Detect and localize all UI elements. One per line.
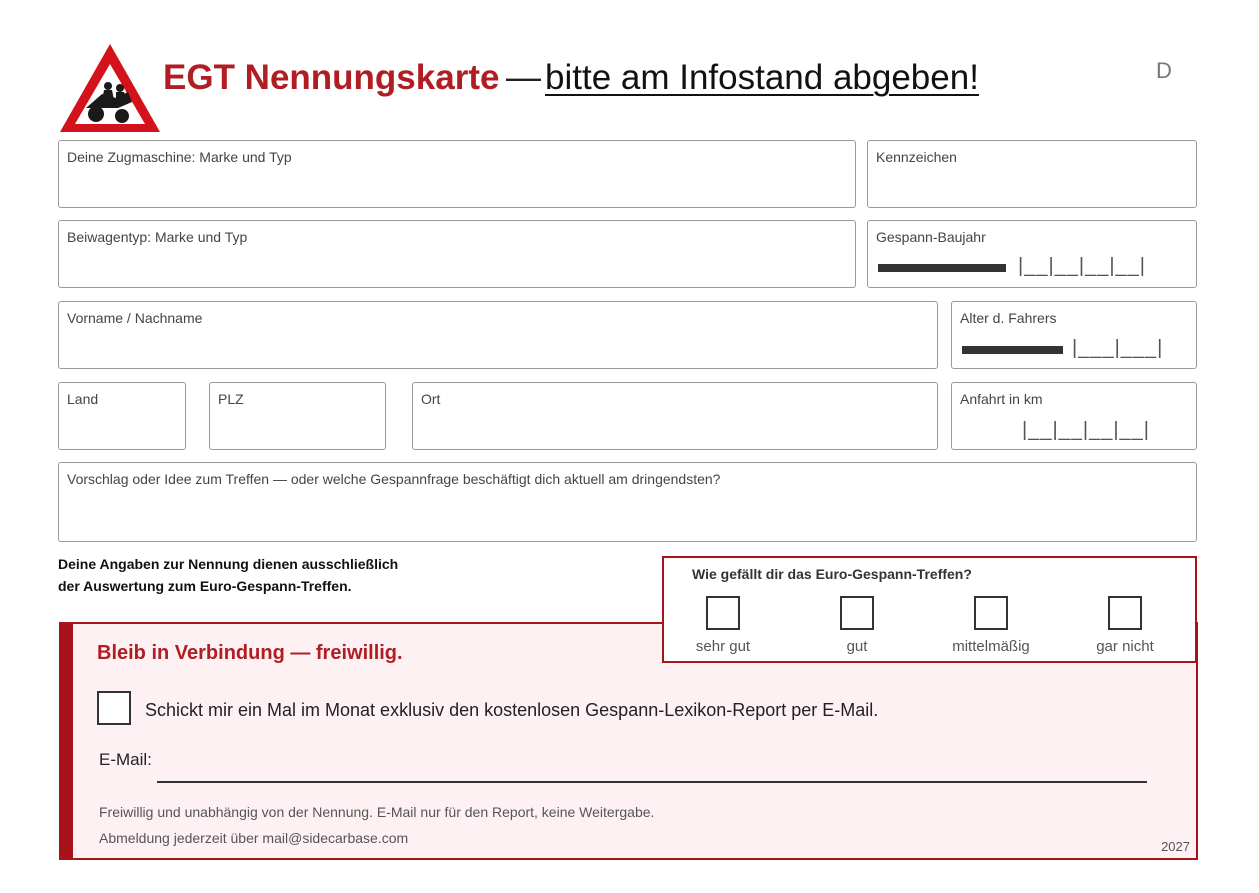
ort-field[interactable] — [412, 382, 938, 450]
baujahr-digit-slots: |__|__|__|__| — [1018, 255, 1146, 277]
email-input-line[interactable] — [157, 781, 1147, 783]
consent-fine-print-2: Abmeldung jederzeit über mail@sidecarbase.com — [99, 830, 409, 846]
vorschlag-field[interactable] — [58, 462, 1197, 542]
alter-prefix-bar — [962, 346, 1063, 354]
form-subtitle: bitte am Infostand abgeben! — [545, 58, 979, 97]
plz-field[interactable] — [209, 382, 386, 450]
baujahr-field[interactable] — [867, 220, 1197, 288]
form-year: 2027 — [1161, 839, 1190, 854]
anfahrt-field[interactable] — [951, 382, 1197, 450]
beiwagentyp-field[interactable] — [58, 220, 856, 288]
anfahrt-digit-slots: |__|__|__|__| — [1022, 419, 1150, 441]
baujahr-prefix-bar — [878, 264, 1006, 272]
rating-checkbox-mittelmaessig[interactable] — [974, 596, 1008, 630]
zugmaschine-label: Deine Zugmaschine: Marke und Typ — [67, 149, 292, 165]
alter-field[interactable] — [951, 301, 1197, 369]
title-dash: — — [506, 58, 541, 97]
kennzeichen-field[interactable] — [867, 140, 1197, 208]
rating-checkbox-sehr-gut[interactable] — [706, 596, 740, 630]
beiwagentyp-label: Beiwagentyp: Marke und Typ — [67, 229, 248, 245]
rating-label-mittelmaessig: mittelmäßig — [952, 638, 1030, 655]
name-field[interactable] — [58, 301, 938, 369]
ort-label: Ort — [421, 391, 441, 407]
rating-section — [662, 556, 1197, 663]
name-label: Vorname / Nachname — [67, 310, 203, 326]
privacy-note-line-1: Deine Angaben zur Nennung dienen ausschließlich — [58, 556, 399, 572]
privacy-note — [58, 553, 398, 597]
anfahrt-label: Anfahrt in km — [960, 391, 1043, 407]
rating-label-gut: gut — [846, 638, 868, 655]
plz-label: PLZ — [218, 391, 244, 407]
alter-label: Alter d. Fahrers — [960, 310, 1057, 326]
kennzeichen-label: Kennzeichen — [876, 149, 957, 165]
form-title: EGT Nennungskarte — [163, 58, 500, 97]
newsletter-checkbox[interactable] — [97, 691, 131, 725]
consent-title: Bleib in Verbindung — freiwillig. — [97, 642, 403, 664]
rating-label-sehr-gut: sehr gut — [695, 638, 751, 655]
rating-checkbox-gut[interactable] — [840, 596, 874, 630]
land-label: Land — [67, 391, 99, 407]
language-code: D — [1156, 58, 1172, 83]
rating-question: Wie gefällt dir das Euro-Gespann-Treffen? — [692, 566, 972, 582]
zugmaschine-field[interactable] — [58, 140, 856, 208]
logo-warning-triangle-icon — [58, 42, 162, 134]
newsletter-checkbox-label: Schickt mir ein Mal im Monat exklusiv den kostenlosen Gespann-Lexikon-Report per E-Mail. — [145, 700, 879, 720]
rating-checkbox-gar-nicht[interactable] — [1108, 596, 1142, 630]
vorschlag-label: Vorschlag oder Idee zum Treffen — oder welche Gespannfrage beschäftigt dich aktuell am dringendsten? — [67, 471, 721, 487]
consent-fine-print-1: Freiwillig und unabhängig von der Nennung. E-Mail nur für den Report, keine Weitergabe. — [99, 804, 655, 820]
land-field[interactable] — [58, 382, 186, 450]
email-label: E-Mail: — [99, 750, 152, 769]
alter-digit-slots: |___|___| — [1072, 337, 1164, 359]
privacy-note-line-2: der Auswertung zum Euro-Gespann-Treffen. — [58, 578, 352, 594]
baujahr-label: Gespann-Baujahr — [876, 229, 986, 245]
rating-label-gar-nicht: gar nicht — [1096, 638, 1154, 655]
